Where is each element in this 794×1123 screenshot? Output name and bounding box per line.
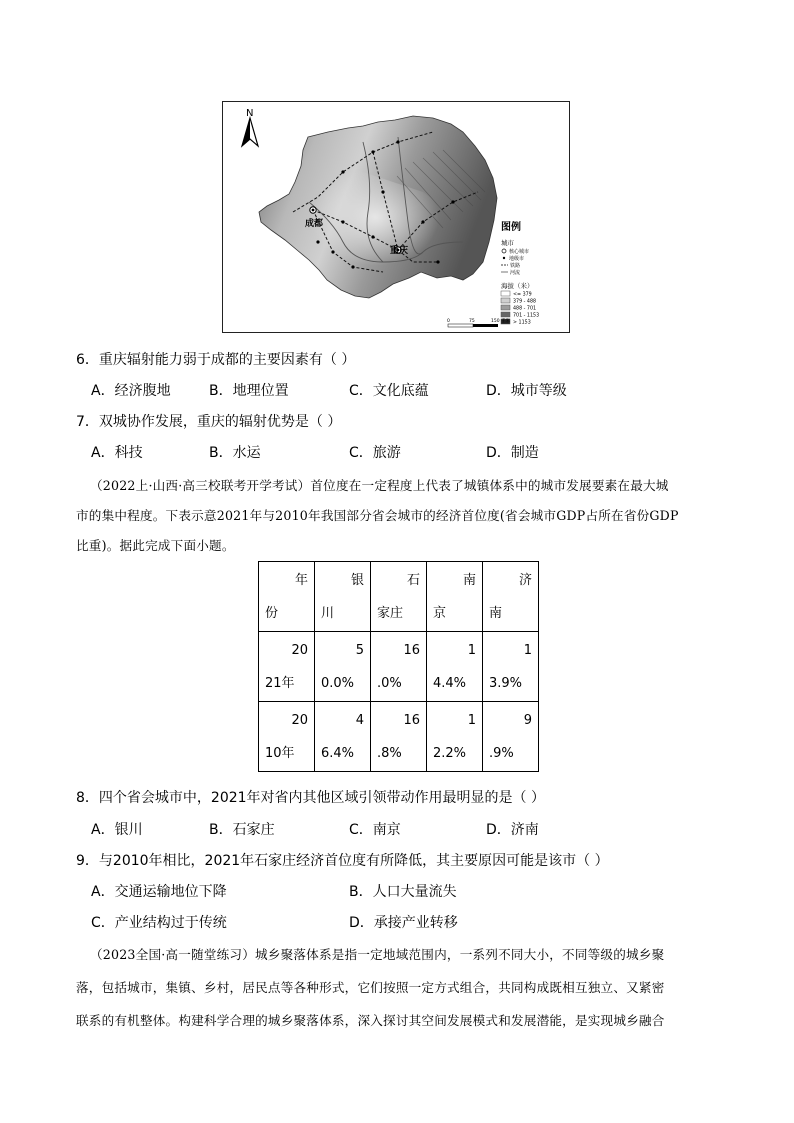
- scale-label-1: 75: [469, 319, 475, 324]
- legend-elev-1: 379 - 488: [513, 299, 537, 305]
- q9-option-b[interactable]: B．人口大量流失: [349, 884, 457, 900]
- scale-label-2: 150 千米: [491, 319, 511, 324]
- legend-core-city: 核心城市: [509, 249, 530, 255]
- map-figure: [222, 101, 570, 333]
- legend-elevation-heading: 海拔（米）: [501, 282, 534, 290]
- prefecture-city-legend-icon: [503, 257, 505, 259]
- legend-elev-3: 701 - 1153: [513, 313, 540, 319]
- question-7-stem: 7．双城协作发展，重庆的辐射优势是（ ）: [76, 414, 342, 430]
- q7-option-b[interactable]: B．水运: [209, 445, 261, 461]
- q8-option-b[interactable]: B．石家庄: [209, 822, 275, 838]
- q9-option-a[interactable]: A．交通运输地位下降: [91, 884, 227, 900]
- question-6-stem: 6．重庆辐射能力弱于成都的主要因素有（ ）: [76, 352, 356, 368]
- legend-river: 河流: [510, 270, 521, 276]
- table-cell: 20 21年: [259, 632, 315, 702]
- intro2-line-3: 联系的有机整体。构建科学合理的城乡聚落体系，深入探讨其空间发展模式和发展潜能，是实现城乡融合: [76, 1013, 665, 1028]
- question-9-stem: 9．与2010年相比，2021年石家庄经济首位度有所降低，其主要原因可能是该市（ ）: [76, 853, 609, 869]
- core-city-legend-icon: [502, 249, 506, 253]
- scale-label-0: 0: [447, 319, 450, 324]
- legend-elev-4: > 1153: [513, 320, 531, 326]
- q6-option-d[interactable]: D．城市等级: [486, 383, 567, 399]
- legend-title: 图例: [501, 222, 521, 233]
- q9-option-d[interactable]: D．承接产业转移: [349, 915, 458, 931]
- q7-option-c[interactable]: C．旅游: [349, 445, 401, 461]
- north-label: N: [246, 108, 254, 119]
- table-row-2010: [259, 702, 539, 772]
- table-header-row: [259, 562, 539, 632]
- intro1-line-3: 比重)。据此完成下面小题。: [76, 538, 235, 553]
- intro1-line-2: 市的集中程度。下表示意2021年与2010年我国部分省会城市的经济首位度(省会城市GDP占所在省份GDP: [76, 508, 679, 523]
- table-cell: 9 .9%: [483, 702, 539, 772]
- terrain-map: [223, 102, 569, 332]
- q8-option-a[interactable]: A．银川: [91, 822, 143, 838]
- table-header-cell: 银 川: [315, 562, 371, 632]
- table-header-cell: 石 家庄: [371, 562, 427, 632]
- north-arrow-icon: [242, 118, 258, 146]
- table-cell: 16 .0%: [371, 632, 427, 702]
- intro2-line-2: 落，包括城市，集镇、乡村，居民点等各种形式，它们按照一定方式组合，共同构成既相互独立、又紧密: [76, 980, 665, 995]
- legend-elev-0: <= 379: [513, 292, 532, 298]
- table-header-cell: 南 京: [427, 562, 483, 632]
- table-cell: 20 10年: [259, 702, 315, 772]
- table-cell: 1 2.2%: [427, 702, 483, 772]
- table-header-cell: 济 南: [483, 562, 539, 632]
- intro2-line-1: （2023全国·高一随堂练习）城乡聚落体系是指一定地域范围内，一系列不同大小，不同等级的城乡聚: [90, 947, 665, 962]
- legend-prefecture-city: 地级市: [509, 256, 525, 262]
- legend-city-heading: 城市: [501, 239, 514, 247]
- map-legend: [501, 220, 539, 326]
- q7-option-d[interactable]: D．制造: [486, 445, 539, 461]
- q6-option-b[interactable]: B．地理位置: [209, 383, 289, 399]
- table-row-2021: [259, 632, 539, 702]
- table-cell: 1 3.9%: [483, 632, 539, 702]
- q9-option-c[interactable]: C．产业结构过于传统: [91, 915, 227, 931]
- q8-option-c[interactable]: C．南京: [349, 822, 401, 838]
- legend-elev-2: 488 - 701: [513, 306, 537, 312]
- q6-option-a[interactable]: A．经济腹地: [91, 383, 171, 399]
- scale-bar: [447, 317, 511, 327]
- table-cell: 5 0.0%: [315, 632, 371, 702]
- intro1-line-1: （2022上·山西·高三校联考开学考试）首位度在一定程度上代表了城镇体系中的城市发展要素在最大城: [90, 478, 669, 493]
- q7-option-a[interactable]: A．科技: [91, 445, 143, 461]
- q8-option-d[interactable]: D．济南: [486, 822, 539, 838]
- table-header-cell: 年 份: [259, 562, 315, 632]
- table-cell: 4 6.4%: [315, 702, 371, 772]
- legend-railway: 铁路: [510, 263, 521, 269]
- table-cell: 16 .8%: [371, 702, 427, 772]
- table-cell: 1 4.4%: [427, 632, 483, 702]
- q6-option-c[interactable]: C．文化底蕴: [349, 383, 429, 399]
- city-label-chongqing: 重庆: [390, 246, 409, 256]
- capital-primacy-table: [258, 561, 539, 772]
- question-8-stem: 8．四个省会城市中，2021年对省内其他区域引领带动作用最明显的是（ ）: [76, 790, 545, 806]
- core-city-marker-chengdu: [310, 207, 316, 213]
- city-label-chengdu: 成都: [305, 219, 324, 229]
